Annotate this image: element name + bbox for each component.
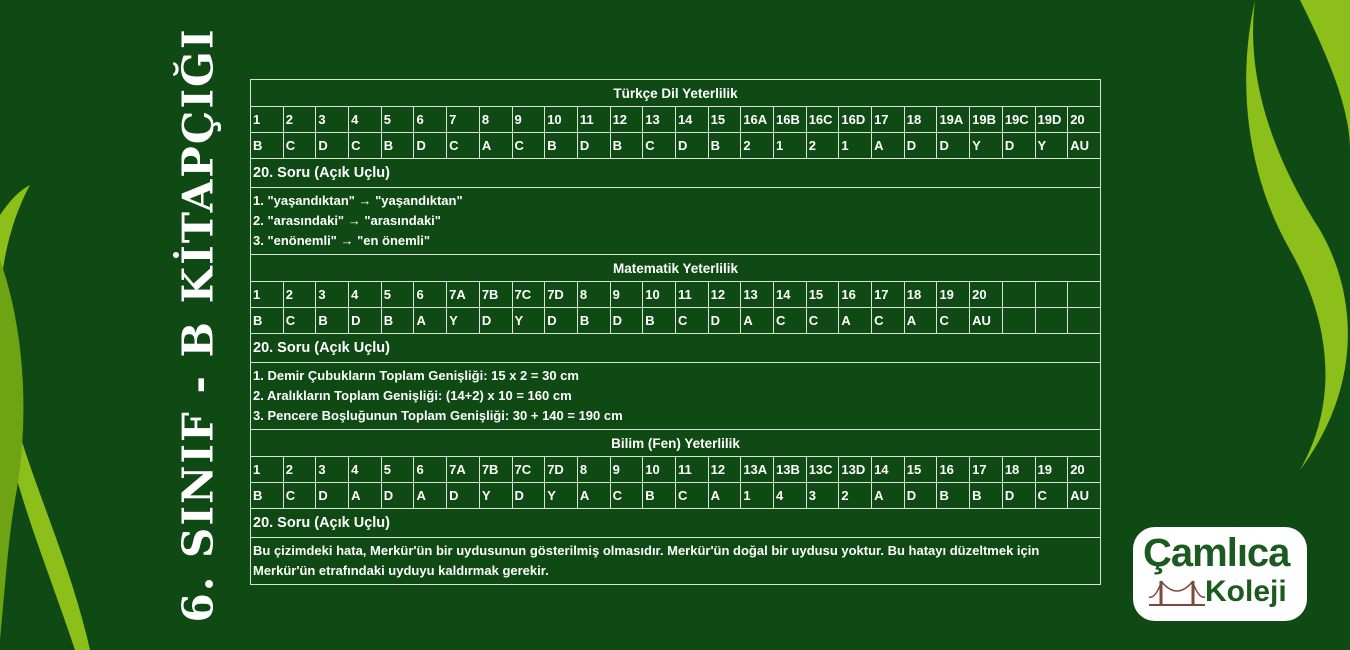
question-number-cell: 7C [512, 457, 545, 483]
open-ended-label: 20. Soru (Açık Uçlu) [251, 509, 1101, 538]
question-number-cell: 12 [708, 457, 741, 483]
section-header: Türkçe Dil Yeterlilik [251, 80, 1101, 107]
question-number-cell: 13A [741, 457, 774, 483]
answer-cell: C [283, 308, 316, 334]
answer-cell: D [316, 483, 349, 509]
answer-cell: 2 [741, 133, 774, 159]
open-ended-line: 2. "arasındaki" → "arasındaki" [253, 213, 441, 228]
question-number-cell: 14 [872, 457, 905, 483]
question-number-cell: 14 [675, 107, 708, 133]
answer-cell: B [577, 308, 610, 334]
answer-cell: 2 [806, 133, 839, 159]
answer-cell: B [643, 308, 676, 334]
open-ended-line: Bu çizimdeki hata, Merkür'ün bir uydusunun gösterilmiş olmasıdır. Merkür'ün doğal bir uydusu yoktur. Bu hatayı düzeltmek için Merkür'ün etrafındaki uyduyu kaldırmak gerekir. [253, 543, 1040, 578]
question-number-cell: 4 [349, 107, 382, 133]
answer-cell: D [414, 133, 447, 159]
question-number-cell: 7D [545, 457, 578, 483]
question-number-cell: 17 [872, 282, 905, 308]
answer-cell: B [545, 133, 578, 159]
question-number-cell: 8 [577, 457, 610, 483]
question-number-row [251, 282, 1101, 308]
question-number-cell: 6 [414, 107, 447, 133]
answer-cell: B [937, 483, 970, 509]
answer-cell: B [251, 308, 284, 334]
question-number-cell: 20 [1068, 457, 1101, 483]
question-number-cell: 20 [1068, 107, 1101, 133]
question-number-cell: 18 [1002, 457, 1035, 483]
question-number-cell [1035, 282, 1068, 308]
question-number-cell: 15 [806, 282, 839, 308]
answer-cell: D [316, 133, 349, 159]
question-number-cell: 6 [414, 457, 447, 483]
question-number-cell: 13 [643, 107, 676, 133]
question-number-cell: 17 [872, 107, 905, 133]
question-number-row [251, 457, 1101, 483]
school-logo [1133, 527, 1307, 621]
answer-cell [1035, 308, 1068, 334]
question-number-cell: 7A [447, 282, 480, 308]
answer-cell: C [1035, 483, 1068, 509]
answer-cell: D [447, 483, 480, 509]
question-number-cell: 10 [643, 282, 676, 308]
answer-cell: A [349, 483, 382, 509]
answer-cell: 4 [774, 483, 807, 509]
logo-text-koleji: Koleji [1205, 575, 1287, 608]
open-ended-label: 20. Soru (Açık Uçlu) [251, 334, 1101, 363]
section-header: Matematik Yeterlilik [251, 255, 1101, 282]
question-number-cell: 3 [316, 107, 349, 133]
answer-cell: B [610, 133, 643, 159]
answer-cell: D [512, 483, 545, 509]
question-number-cell: 13B [774, 457, 807, 483]
answer-cell: AU [970, 308, 1003, 334]
answer-cell: D [904, 133, 937, 159]
question-number-cell: 5 [381, 457, 414, 483]
answer-cell: A [414, 483, 447, 509]
answer-cell: Y [970, 133, 1003, 159]
answer-cell: A [839, 308, 872, 334]
answer-cell: B [643, 483, 676, 509]
question-number-cell: 9 [610, 457, 643, 483]
answer-cell: 1 [839, 133, 872, 159]
answer-cell: Y [545, 483, 578, 509]
open-ended-answer [251, 188, 1101, 255]
answer-cell: D [937, 133, 970, 159]
question-number-cell: 13C [806, 457, 839, 483]
left-leaf-shape-2 [0, 260, 23, 640]
open-ended-label: 20. Soru (Açık Uçlu) [251, 159, 1101, 188]
answer-cell: C [675, 483, 708, 509]
answer-cell: Y [479, 483, 512, 509]
answer-cell: C [349, 133, 382, 159]
open-ended-line: 2. Aralıkların Toplam Genişliği: (14+2) x 10 = 160 cm [253, 388, 572, 403]
answer-cell: A [741, 308, 774, 334]
question-number-cell: 16A [741, 107, 774, 133]
answer-cell: D [349, 308, 382, 334]
question-number-cell: 3 [316, 457, 349, 483]
answer-cell: C [447, 133, 480, 159]
open-ended-line: 3. Pencere Boşluğunun Toplam Genişliği: 30 + 140 = 190 cm [253, 408, 623, 423]
question-number-cell: 1 [251, 457, 284, 483]
answer-cell: C [283, 133, 316, 159]
logo-text-camlica: Çamlıca [1143, 531, 1290, 575]
answer-cell: 1 [774, 133, 807, 159]
answer-cell: AU [1068, 133, 1101, 159]
question-number-cell: 7B [479, 457, 512, 483]
answer-cell: Y [1035, 133, 1068, 159]
question-number-cell: 4 [349, 457, 382, 483]
answer-cell: A [872, 483, 905, 509]
answer-key-table [250, 79, 1101, 585]
answer-cell: 3 [806, 483, 839, 509]
question-number-cell: 12 [610, 107, 643, 133]
answer-cell: 2 [839, 483, 872, 509]
question-number-cell: 18 [904, 282, 937, 308]
question-number-cell: 4 [349, 282, 382, 308]
answer-cell: D [675, 133, 708, 159]
answer-cell: C [283, 483, 316, 509]
answer-cell: D [577, 133, 610, 159]
answer-cell [1068, 308, 1101, 334]
open-ended-line: 1. "yaşandıktan" → "yaşandıktan" [253, 193, 463, 208]
question-number-cell: 8 [577, 282, 610, 308]
open-ended-line: 1. Demir Çubukların Toplam Genişliği: 15 x 2 = 30 cm [253, 368, 579, 383]
answer-row [251, 133, 1101, 159]
question-number-cell: 19B [970, 107, 1003, 133]
question-number-cell: 16C [806, 107, 839, 133]
answer-cell: D [708, 308, 741, 334]
answer-cell: D [479, 308, 512, 334]
answer-cell: B [970, 483, 1003, 509]
answer-cell: A [479, 133, 512, 159]
answer-cell: D [904, 483, 937, 509]
question-number-cell: 10 [643, 457, 676, 483]
answer-cell: B [381, 308, 414, 334]
answer-cell: D [545, 308, 578, 334]
question-number-cell: 16 [937, 457, 970, 483]
answer-cell: B [251, 133, 284, 159]
question-number-row [251, 107, 1101, 133]
question-number-cell: 2 [283, 282, 316, 308]
answer-cell: 1 [741, 483, 774, 509]
question-number-cell: 2 [283, 107, 316, 133]
answer-cell: C [806, 308, 839, 334]
answer-cell: C [610, 483, 643, 509]
question-number-cell: 11 [675, 282, 708, 308]
answer-cell: C [937, 308, 970, 334]
question-number-cell [1068, 282, 1101, 308]
question-number-cell: 13D [839, 457, 872, 483]
question-number-cell: 6 [414, 282, 447, 308]
question-number-cell: 12 [708, 282, 741, 308]
question-number-cell: 17 [970, 457, 1003, 483]
question-number-cell: 10 [545, 107, 578, 133]
question-number-cell: 7C [512, 282, 545, 308]
question-number-cell: 2 [283, 457, 316, 483]
question-number-cell: 3 [316, 282, 349, 308]
answer-cell: A [872, 133, 905, 159]
answer-cell: A [414, 308, 447, 334]
question-number-cell: 16 [839, 282, 872, 308]
answer-cell: AU [1068, 483, 1101, 509]
question-number-cell: 7D [545, 282, 578, 308]
bridge-icon [1147, 575, 1207, 611]
question-number-cell: 16B [774, 107, 807, 133]
answer-cell: C [872, 308, 905, 334]
question-number-cell: 19D [1035, 107, 1068, 133]
question-number-cell: 14 [774, 282, 807, 308]
question-number-cell: 13 [741, 282, 774, 308]
answer-cell: A [904, 308, 937, 334]
answer-cell: C [675, 308, 708, 334]
question-number-cell: 20 [970, 282, 1003, 308]
question-number-cell: 16D [839, 107, 872, 133]
question-number-cell: 1 [251, 107, 284, 133]
booklet-title: 6. SINIF - B KİTAPÇIĞI [173, 27, 223, 623]
answer-row [251, 308, 1101, 334]
question-number-cell: 5 [381, 107, 414, 133]
question-number-cell: 19A [937, 107, 970, 133]
open-ended-answer [251, 363, 1101, 430]
answer-cell [1002, 308, 1035, 334]
answer-cell: B [708, 133, 741, 159]
answer-cell: C [774, 308, 807, 334]
answer-cell: Y [447, 308, 480, 334]
answer-cell: A [708, 483, 741, 509]
question-number-cell: 9 [610, 282, 643, 308]
answer-cell: D [1002, 133, 1035, 159]
answer-cell: D [1002, 483, 1035, 509]
question-number-cell: 15 [708, 107, 741, 133]
question-number-cell: 8 [479, 107, 512, 133]
answer-cell: D [381, 483, 414, 509]
answer-cell: D [610, 308, 643, 334]
question-number-cell: 7 [447, 107, 480, 133]
section-header: Bilim (Fen) Yeterlilik [251, 430, 1101, 457]
answer-cell: B [316, 308, 349, 334]
answer-cell: B [381, 133, 414, 159]
question-number-cell: 18 [904, 107, 937, 133]
question-number-cell: 7A [447, 457, 480, 483]
question-number-cell: 5 [381, 282, 414, 308]
question-number-cell: 19C [1002, 107, 1035, 133]
question-number-cell: 1 [251, 282, 284, 308]
question-number-cell: 9 [512, 107, 545, 133]
question-number-cell: 15 [904, 457, 937, 483]
answer-cell: C [512, 133, 545, 159]
right-leaf-shape-2 [1300, 0, 1350, 150]
question-number-cell: 11 [675, 457, 708, 483]
question-number-cell: 19 [937, 282, 970, 308]
answer-cell: B [251, 483, 284, 509]
answer-row [251, 483, 1101, 509]
question-number-cell [1002, 282, 1035, 308]
question-number-cell: 19 [1035, 457, 1068, 483]
question-number-cell: 11 [577, 107, 610, 133]
question-number-cell: 7B [479, 282, 512, 308]
open-ended-line: 3. "enönemli" → "en önemli" [253, 233, 431, 248]
answer-cell: Y [512, 308, 545, 334]
open-ended-answer [251, 538, 1101, 585]
answer-cell: A [577, 483, 610, 509]
answer-cell: C [643, 133, 676, 159]
